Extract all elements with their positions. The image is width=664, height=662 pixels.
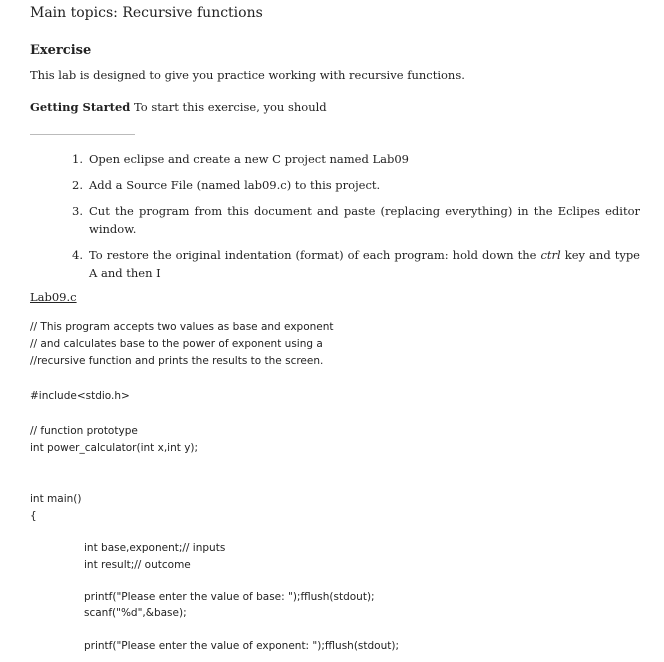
step-number: 4. — [72, 248, 83, 262]
code-comment: // and calculates base to the power of exponent using a — [30, 338, 323, 350]
step-text: Open eclipse and create a new C project named Lab09 — [89, 152, 409, 166]
file-label: Lab09.c — [30, 290, 77, 304]
code-prototype: int power_calculator(int x,int y); — [30, 442, 199, 454]
code-printf: printf("Please enter the value of exponent: ");fflush(stdout); — [84, 640, 400, 652]
step-item — [68, 202, 640, 238]
getting-started-label: Getting Started — [30, 100, 131, 114]
step-text: Cut the program from this document and paste (replacing everything) in the Eclipes editor window. — [89, 204, 640, 236]
step-text — [89, 246, 640, 282]
code-declaration: int base,exponent;// inputs — [84, 542, 226, 554]
code-brace: { — [30, 510, 37, 522]
code-printf: printf("Please enter the value of base: ");fflush(stdout); — [84, 591, 375, 603]
getting-started-text: To start this exercise, you should — [130, 100, 327, 114]
step-text: Add a Source File (named lab09.c) to this project. — [89, 178, 381, 192]
step-text-part: key and type A and then I — [89, 248, 640, 280]
exercise-heading: Exercise — [30, 43, 92, 58]
code-include: #include<stdio.h> — [30, 390, 130, 402]
getting-started-paragraph — [30, 100, 327, 114]
step-item — [68, 176, 640, 194]
code-main-signature: int main() — [30, 493, 82, 505]
step-item — [68, 150, 640, 168]
step-number: 2. — [72, 178, 83, 192]
code-comment: // This program accepts two values as base and exponent — [30, 321, 334, 333]
divider — [30, 134, 135, 135]
code-comment: //recursive function and prints the results to the screen. — [30, 355, 324, 367]
step-text-part: To restore the original indentation (format) of each program: hold down the — [89, 248, 541, 262]
step-number: 3. — [72, 204, 83, 218]
code-comment: // function prototype — [30, 425, 138, 437]
step-list — [68, 150, 640, 290]
exercise-description: This lab is designed to give you practice working with recursive functions. — [30, 68, 465, 82]
step-item — [68, 246, 640, 282]
step-number: 1. — [72, 152, 83, 166]
main-topics-heading: Main topics: Recursive functions — [30, 5, 263, 21]
ctrl-key-text: ctrl — [540, 248, 561, 262]
code-declaration: int result;// outcome — [84, 559, 191, 571]
code-scanf: scanf("%d",&base); — [84, 607, 187, 619]
